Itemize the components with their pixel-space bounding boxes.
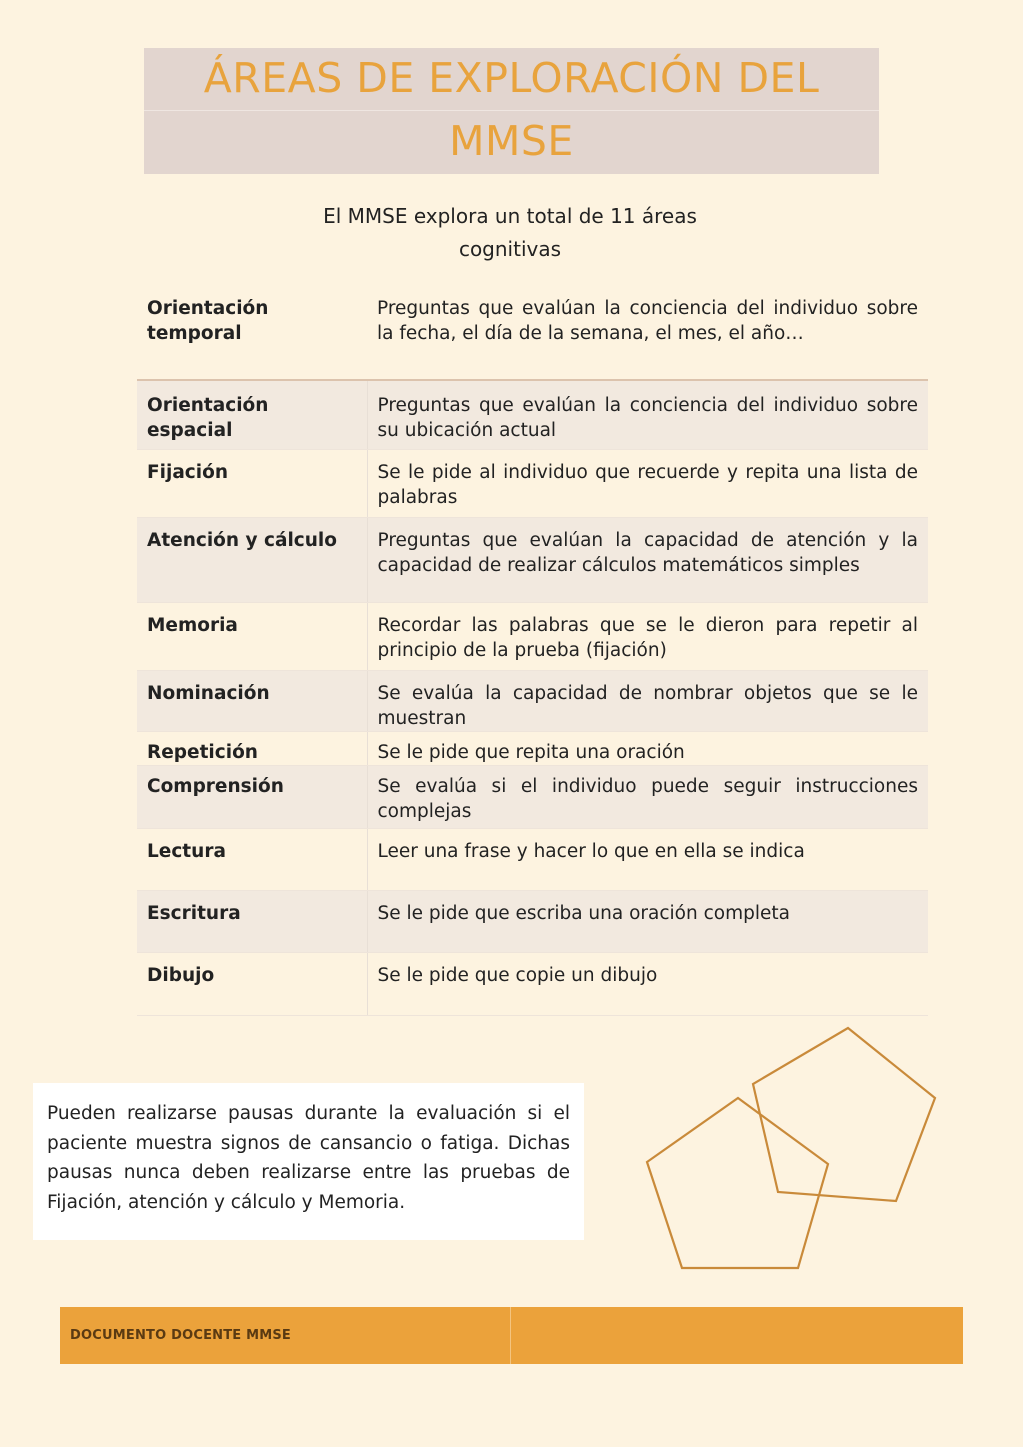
title-divider [144, 110, 879, 111]
area-description: Preguntas que evalúan la conciencia del individuo sobre su ubicación actual [367, 380, 928, 449]
area-description: Se evalúa la capacidad de nombrar objetos que se le muestran [367, 670, 928, 731]
pause-note-text: Pueden realizarse pausas durante la evaluación si el paciente muestra signos de cansancio o fatiga. Dichas pausas nunca deben realizarse entre las pruebas de Fijación, atención y cálculo y Memoria. [47, 1103, 570, 1213]
area-description: Se le pide que repita una oración [367, 731, 928, 765]
table-row [137, 517, 928, 602]
subtitle-line-2: cognitivas [458, 237, 562, 261]
table-row [137, 765, 928, 828]
title-banner [144, 48, 879, 174]
area-name: Orientación espacial [137, 380, 367, 449]
area-name: Memoria [137, 602, 367, 670]
table-row [137, 731, 928, 765]
page-title-line-1: ÁREAS DE EXPLORACIÓN DEL [203, 54, 820, 102]
area-name: Orientación temporal [147, 298, 269, 344]
area-description: Se evalúa si el individuo puede seguir instrucciones complejas [367, 765, 928, 828]
table-row [137, 828, 928, 890]
footer-label: DOCUMENTO DOCENTE MMSE [70, 1328, 292, 1343]
pentagon-shape-back [753, 1028, 935, 1201]
pentagon-shape-front [647, 1098, 828, 1268]
area-name: Comprensión [137, 765, 367, 828]
footer-bar [60, 1307, 963, 1364]
area-description: Preguntas que evalúan la conciencia del individuo sobre la fecha, el día de la semana, el mes, el año… [377, 298, 918, 344]
area-description: Preguntas que evalúan la capacidad de atención y la capacidad de realizar cálculos matemáticos simples [367, 517, 928, 602]
area-description: Leer una frase y hacer lo que en ella se indica [367, 828, 928, 890]
areas-table [137, 290, 928, 1016]
table-row [137, 449, 928, 517]
area-name: Repetición [137, 731, 367, 765]
area-name: Atención y cálculo [137, 517, 367, 602]
area-name: Fijación [137, 449, 367, 517]
table-row [137, 380, 928, 449]
table-row [137, 290, 928, 380]
area-description: Se le pide que escriba una oración completa [367, 890, 928, 952]
area-name: Nominación [137, 670, 367, 731]
pause-note-box [33, 1083, 584, 1240]
area-name: Escritura [137, 890, 367, 952]
table-row [137, 952, 928, 1015]
area-description: Recordar las palabras que se le dieron para repetir al principio de la prueba (fijación) [367, 602, 928, 670]
area-name: Lectura [137, 828, 367, 890]
subtitle-line-1: El MMSE explora un total de 11 áreas [323, 204, 697, 228]
area-description: Se le pide al individuo que recuerde y repita una lista de palabras [367, 449, 928, 517]
pentagons-decoration [640, 1020, 950, 1280]
footer-divider [510, 1307, 511, 1364]
table-row [137, 890, 928, 952]
table-row [137, 602, 928, 670]
area-name: Dibujo [137, 952, 367, 1015]
area-description: Se le pide que copie un dibujo [367, 952, 928, 1015]
page-title-line-2: MMSE [449, 117, 574, 165]
table-row [137, 670, 928, 731]
subtitle [260, 200, 760, 266]
